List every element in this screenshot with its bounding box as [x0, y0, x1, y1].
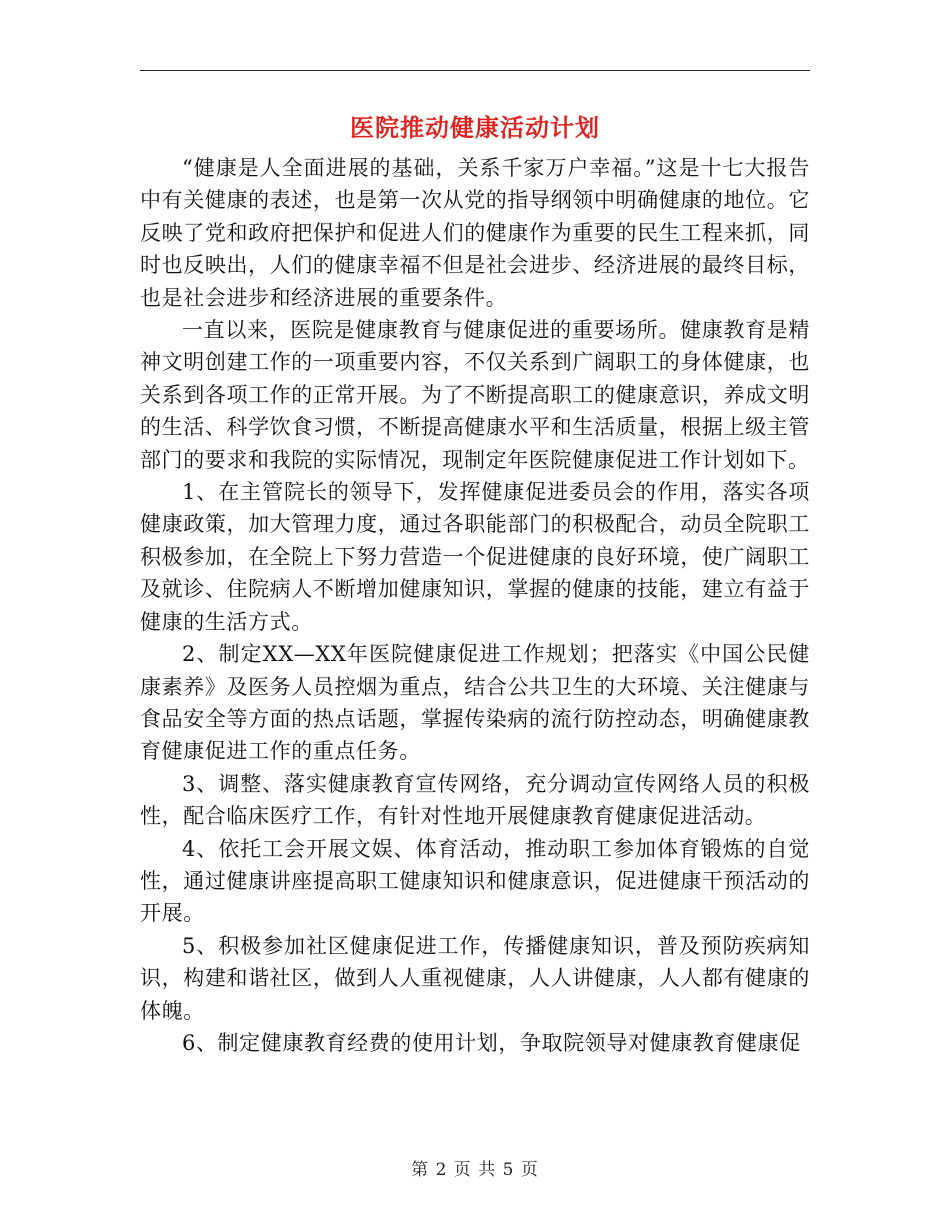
- paragraph-background: 一直以来，医院是健康教育与健康促进的重要场所。健康教育是精神文明创建工作的一项重要内容，不仅关系到广阔职工的身体健康，也关系到各项工作的正常开展。为了不断提高职工的健康意识，养成文明的生活、科学饮食习惯，不断提高健康水平和生活质量，根据上级主管部门的要求和我院的实际情况，现制定年医院健康促进工作计划如下。: [140, 318, 810, 472]
- plan-item-6: 6、制定健康教育经费的使用计划，争取院领导对健康教育健康促: [182, 1030, 801, 1055]
- document-title: 医院推动健康活动计划: [350, 113, 600, 142]
- paragraph-intro: “健康是人全面进展的基础，关系千家万户幸福。”这是十七大报告中有关健康的表述，也是第一次从党的指导纲领中明确健康的地位。它反映了党和政府把保护和促进人们的健康作为重要的民生工程来抓，同时也反映出，人们的健康幸福不但是社会进步、经济进展的最终目标，也是社会进步和经济进展的重要条件。: [140, 156, 810, 310]
- header-rule: [140, 70, 810, 71]
- plan-item-4: 4、依托工会开展文娱、体育活动，推动职工参加体育锻炼的自觉性，通过健康讲座提高职工健康知识和健康意识，促进健康干预活动的开展。: [140, 836, 810, 926]
- page-number: 第 2 页 共 5 页: [411, 1160, 539, 1180]
- plan-item-3: 3、调整、落实健康教育宣传网络，充分调动宣传网络人员的积极性，配合临床医疗工作，有针对性地开展健康教育健康促进活动。: [140, 771, 810, 829]
- plan-item-2: 2、制定XX—XX年医院健康促进工作规划；把落实《中国公民健康素养》及医务人员控烟为重点，结合公共卫生的大环境、关注健康与食品安全等方面的热点话题，掌握传染病的流行防控动态，明确健康教育健康促进工作的重点任务。: [140, 642, 810, 764]
- plan-item-1: 1、在主管院长的领导下，发挥健康促进委员会的作用，落实各项健康政策，加大管理力度，通过各职能部门的积极配合，动员全院职工积极参加，在全院上下努力营造一个促进健康的良好环境，使广阔职工及就诊、住院病人不断增加健康知识，掌握的健康的技能，建立有益于健康的生活方式。: [140, 480, 810, 634]
- plan-item-5: 5、积极参加社区健康促进工作，传播健康知识，普及预防疾病知识，构建和谐社区，做到人人重视健康，人人讲健康，人人都有健康的体魄。: [140, 933, 810, 1023]
- document-body: [140, 152, 810, 1059]
